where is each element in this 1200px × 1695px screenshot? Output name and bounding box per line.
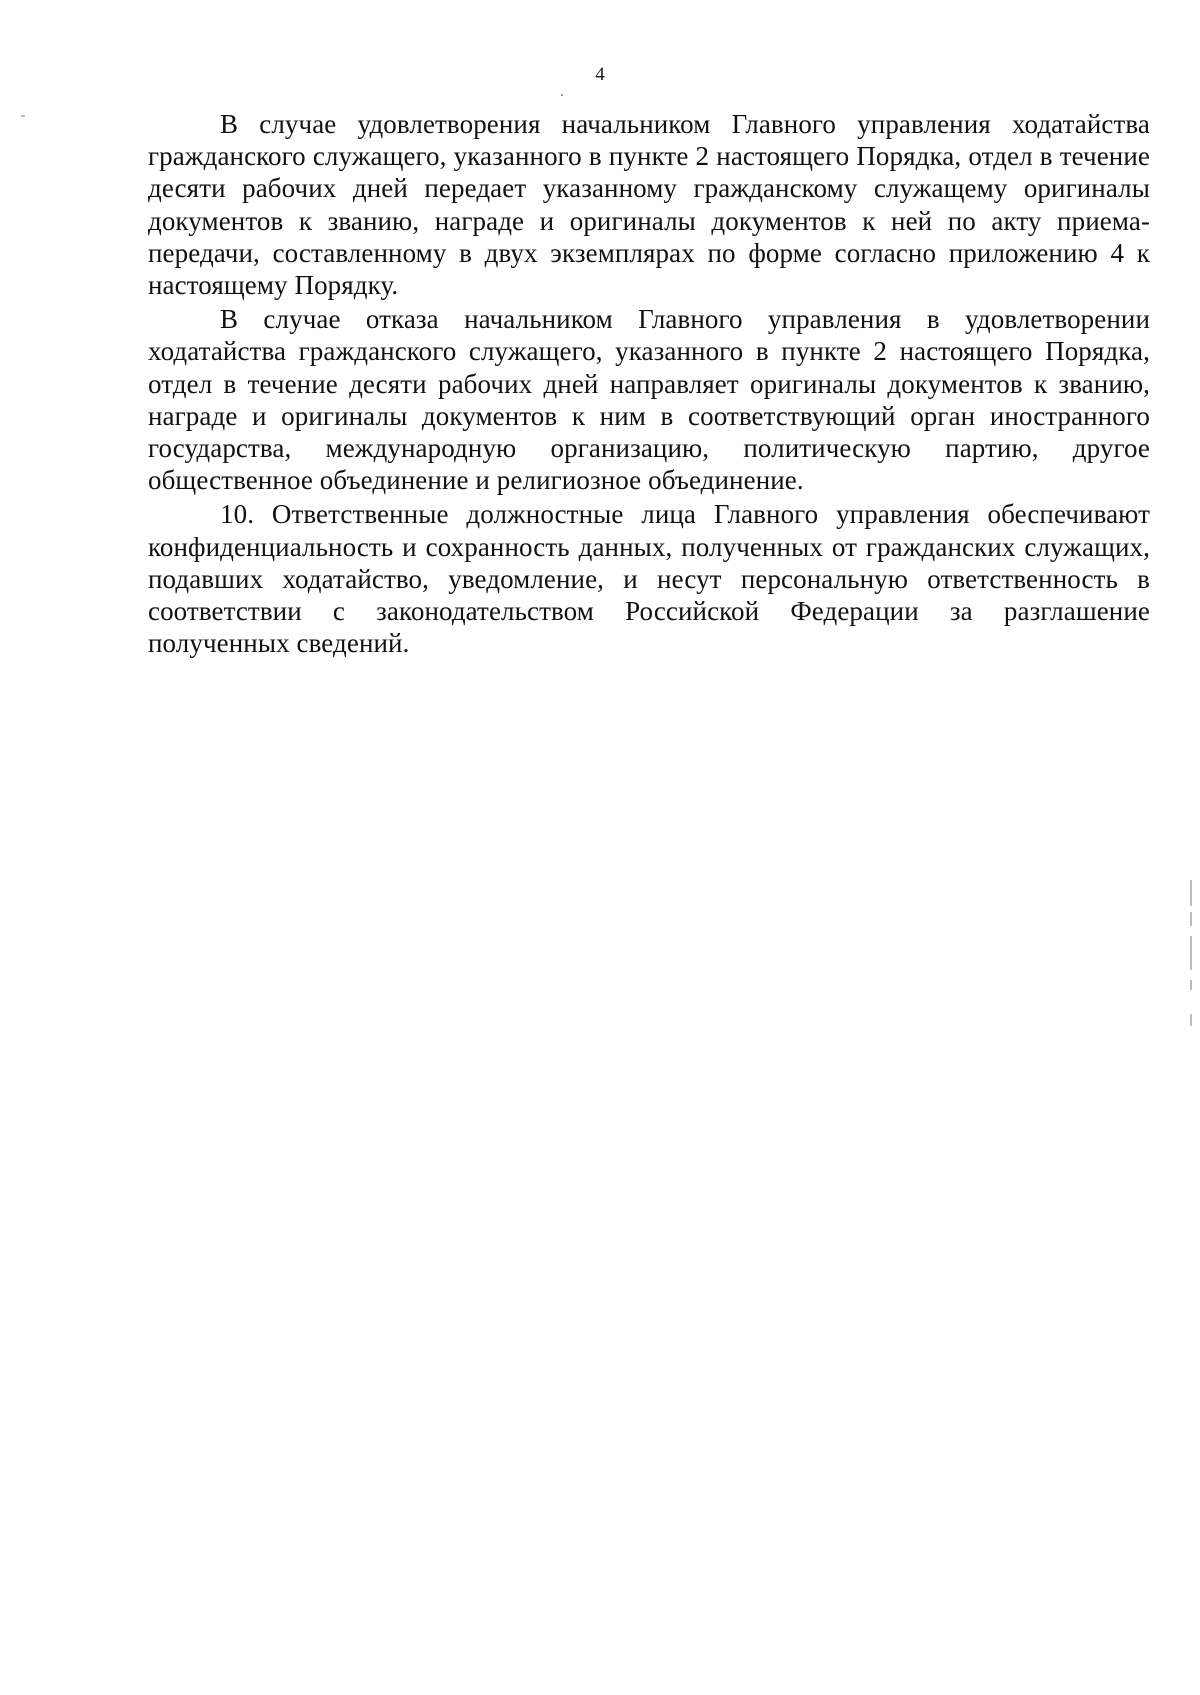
page-number: 4: [595, 64, 605, 85]
scan-artifact: [561, 94, 563, 96]
paragraph-confidentiality: 10. Ответственные должностные лица Главного управления обеспечивают конфиденциальность и сохранность данных, полученных от гражданских служащих, подавших ходатайство, уведомление, и несут персональную ответственность в соответствии с законодательством Российской Федерации за разглашение полученных сведений.: [148, 499, 1150, 659]
scan-artifact: [21, 115, 25, 117]
paragraph-refusal: В случае отказа начальником Главного управления в удовлетворении ходатайства гражданского служащего, указанного в пункте 2 настоящего Порядка, отдел в течение десяти рабочих дней направляет оригиналы документов к званию, награде и оригиналы документов к ним в соответствующий орган иностранного государства, международную организацию, политическую партию, другое общественное объединение и религиозное объединение.: [148, 304, 1150, 496]
paragraph-approval: В случае удовлетворения начальником Главного управления ходатайства гражданского служащего, указанного в пункте 2 настоящего Порядка, отдел в течение десяти рабочих дней передает указанному гражданскому служащему оригиналы документов к званию, награде и оригиналы документов к ней по акту приема-передачи, составленному в двух экземплярах по форме согласно приложению 4 к настоящему Порядку.: [148, 109, 1150, 301]
scan-artifact: [1190, 880, 1192, 906]
scan-artifact: [1190, 1014, 1192, 1026]
scan-artifact: [1190, 980, 1192, 990]
scan-artifact: [1190, 936, 1192, 970]
document-body: [148, 108, 1150, 661]
scan-artifact: [1190, 912, 1192, 926]
